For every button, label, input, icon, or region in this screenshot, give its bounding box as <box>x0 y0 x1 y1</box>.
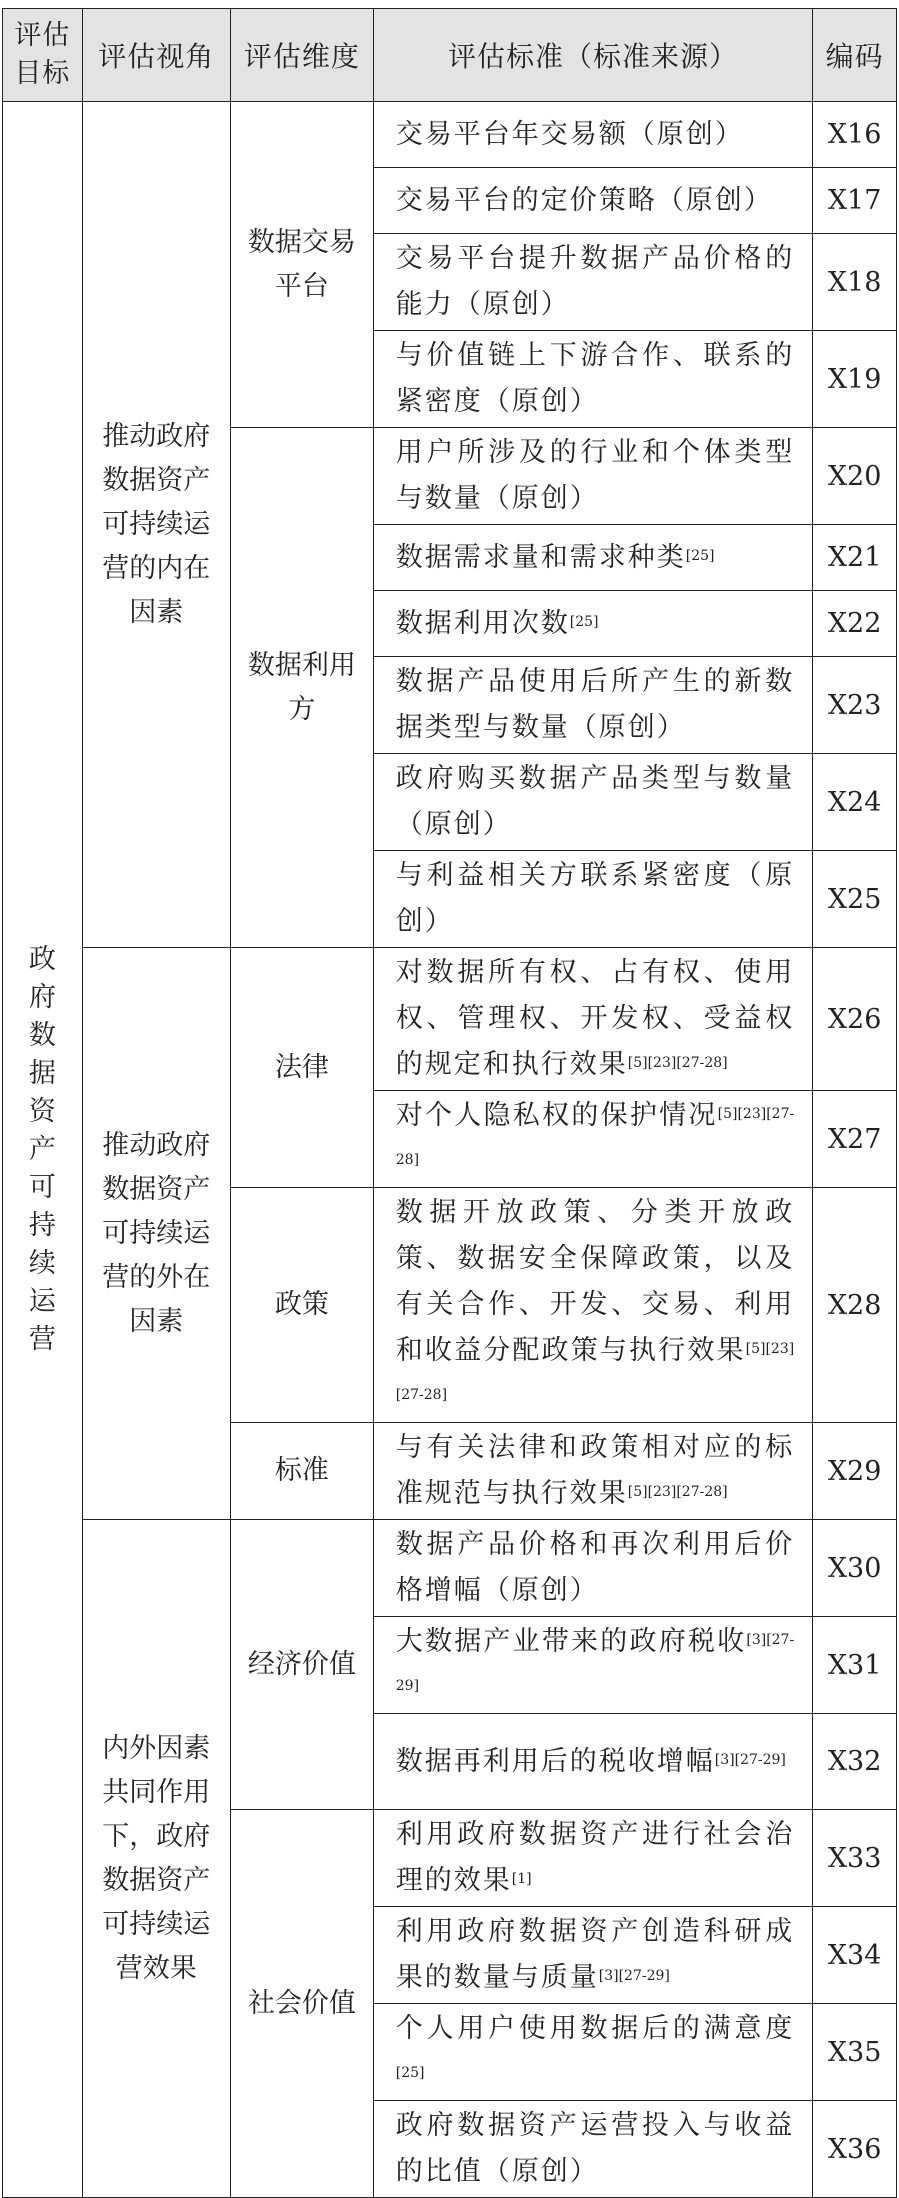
reference: [5][23][27-28] <box>395 1341 795 1403</box>
code-cell: X36 <box>813 2101 897 2198</box>
code-cell: X30 <box>813 1520 897 1617</box>
table-row <box>3 948 897 1091</box>
standard-cell <box>373 428 812 525</box>
reference: [5][23][27-28] <box>627 1055 728 1071</box>
code-cell: X32 <box>813 1714 897 1810</box>
standard-cell <box>373 234 812 331</box>
standard-text: 利用政府数据资产创造科研成果的数量与质量 <box>395 1916 795 1993</box>
header-row <box>3 9 897 102</box>
standard-text: 用户所涉及的行业和个体类型与数量（原创） <box>395 437 795 514</box>
standard-text: 与价值链上下游合作、联系的紧密度（原创） <box>395 340 795 417</box>
standard-text: 数据利用次数 <box>395 607 570 639</box>
standard-text: 对个人隐私权的保护情况 <box>395 1100 718 1131</box>
standard-cell <box>373 1617 812 1714</box>
reference: [25] <box>569 613 599 630</box>
standard-cell <box>373 851 812 948</box>
code-cell: X23 <box>813 657 897 754</box>
standard-cell <box>373 525 812 591</box>
dimension-economic-value: 经济价值 <box>230 1520 373 1810</box>
table-row <box>3 1520 897 1617</box>
standard-text: 政府购买数据产品类型与数量（原创） <box>395 763 795 840</box>
code-cell: X28 <box>813 1188 897 1423</box>
code-cell: X20 <box>813 428 897 525</box>
standard-text: 大数据产业带来的政府税收 <box>395 1626 747 1657</box>
reference: [5][23][27-28] <box>627 1484 728 1500</box>
standard-text: 个人用户使用数据后的满意度 <box>395 2013 795 2044</box>
code-cell: X31 <box>813 1617 897 1714</box>
header-code: 编码 <box>813 9 897 102</box>
code-cell: X29 <box>813 1423 897 1520</box>
standard-cell <box>373 1714 812 1810</box>
table-row <box>3 102 897 168</box>
standard-text: 与利益相关方联系紧密度（原创） <box>395 860 795 937</box>
reference: [3][27-29] <box>714 1751 786 1768</box>
reference: [1] <box>511 1871 532 1887</box>
code-cell: X26 <box>813 948 897 1091</box>
code-cell: X27 <box>813 1091 897 1188</box>
code-cell: X21 <box>813 525 897 591</box>
standard-cell <box>373 2101 812 2198</box>
standard-text: 数据产品价格和再次利用后价格增幅（原创） <box>395 1529 795 1606</box>
reference: [25] <box>685 547 715 564</box>
code-cell: X16 <box>813 102 897 168</box>
standard-cell <box>373 948 812 1091</box>
goal-text: 政府数据资产可持续运营 <box>28 943 56 1355</box>
code-cell: X17 <box>813 168 897 234</box>
code-cell: X33 <box>813 1810 897 1907</box>
dimension-data-users: 数据利用方 <box>230 428 373 948</box>
code-cell: X25 <box>813 851 897 948</box>
reference: [3][27-29] <box>395 1632 795 1694</box>
reference: [25] <box>395 2065 425 2081</box>
standard-text: 数据再利用后的税收增幅 <box>395 1745 715 1777</box>
code-cell: X18 <box>813 234 897 331</box>
code-cell: X34 <box>813 1907 897 2004</box>
standard-text: 数据需求量和需求种类 <box>395 541 686 573</box>
standard-cell <box>373 1520 812 1617</box>
standard-text: 数据开放政策、分类开放政策、数据安全保障政策，以及有关合作、开发、交易、利用和收益分配政策与执行效果 <box>395 1197 795 1366</box>
standard-text: 交易平台的定价策略（原创） <box>395 184 773 216</box>
code-cell: X24 <box>813 754 897 851</box>
perspective-external: 推动政府数据资产可持续运营的外在因素 <box>82 948 230 1520</box>
perspective-internal: 推动政府数据资产可持续运营的内在因素 <box>82 102 230 948</box>
evaluation-table <box>2 8 897 2198</box>
standard-cell <box>373 754 812 851</box>
code-cell: X35 <box>813 2004 897 2101</box>
standard-cell <box>373 331 812 428</box>
standard-cell <box>373 1188 812 1423</box>
dimension-policy: 政策 <box>230 1188 373 1423</box>
reference: [5][23][27-28] <box>395 1106 795 1168</box>
header-goal: 评估目标 <box>3 9 83 102</box>
perspective-combined: 内外因素共同作用下，政府数据资产可持续运营效果 <box>82 1520 230 2198</box>
dimension-standard: 标准 <box>230 1423 373 1520</box>
standard-cell <box>373 1091 812 1188</box>
standard-cell <box>373 1810 812 1907</box>
dimension-social-value: 社会价值 <box>230 1810 373 2198</box>
header-standard: 评估标准（标准来源） <box>373 9 812 102</box>
reference: [3][27-29] <box>598 1968 670 1984</box>
standard-text: 交易平台提升数据产品价格的能力（原创） <box>395 243 795 320</box>
dimension-law: 法律 <box>230 948 373 1188</box>
evaluation-table-container <box>2 8 897 2198</box>
standard-cell <box>373 657 812 754</box>
standard-cell <box>373 1907 812 2004</box>
code-cell: X22 <box>813 591 897 657</box>
header-dimension: 评估维度 <box>230 9 373 102</box>
header-perspective: 评估视角 <box>82 9 230 102</box>
dimension-trading-platform: 数据交易平台 <box>230 102 373 428</box>
standard-text: 与有关法律和政策相对应的标准规范与执行效果 <box>395 1432 795 1509</box>
code-cell: X19 <box>813 331 897 428</box>
standard-cell <box>373 102 812 168</box>
goal-cell <box>3 102 83 2198</box>
standard-text: 政府数据资产运营投入与收益的比值（原创） <box>395 2110 795 2187</box>
standard-cell <box>373 2004 812 2101</box>
standard-text: 利用政府数据资产进行社会治理的效果 <box>395 1819 795 1896</box>
standard-text: 对数据所有权、占有权、使用权、管理权、开发权、受益权的规定和执行效果 <box>395 957 795 1080</box>
standard-cell <box>373 168 812 234</box>
standard-text: 数据产品使用后所产生的新数据类型与数量（原创） <box>395 666 795 743</box>
standard-text: 交易平台年交易额（原创） <box>395 118 744 150</box>
standard-cell <box>373 1423 812 1520</box>
standard-cell <box>373 591 812 657</box>
